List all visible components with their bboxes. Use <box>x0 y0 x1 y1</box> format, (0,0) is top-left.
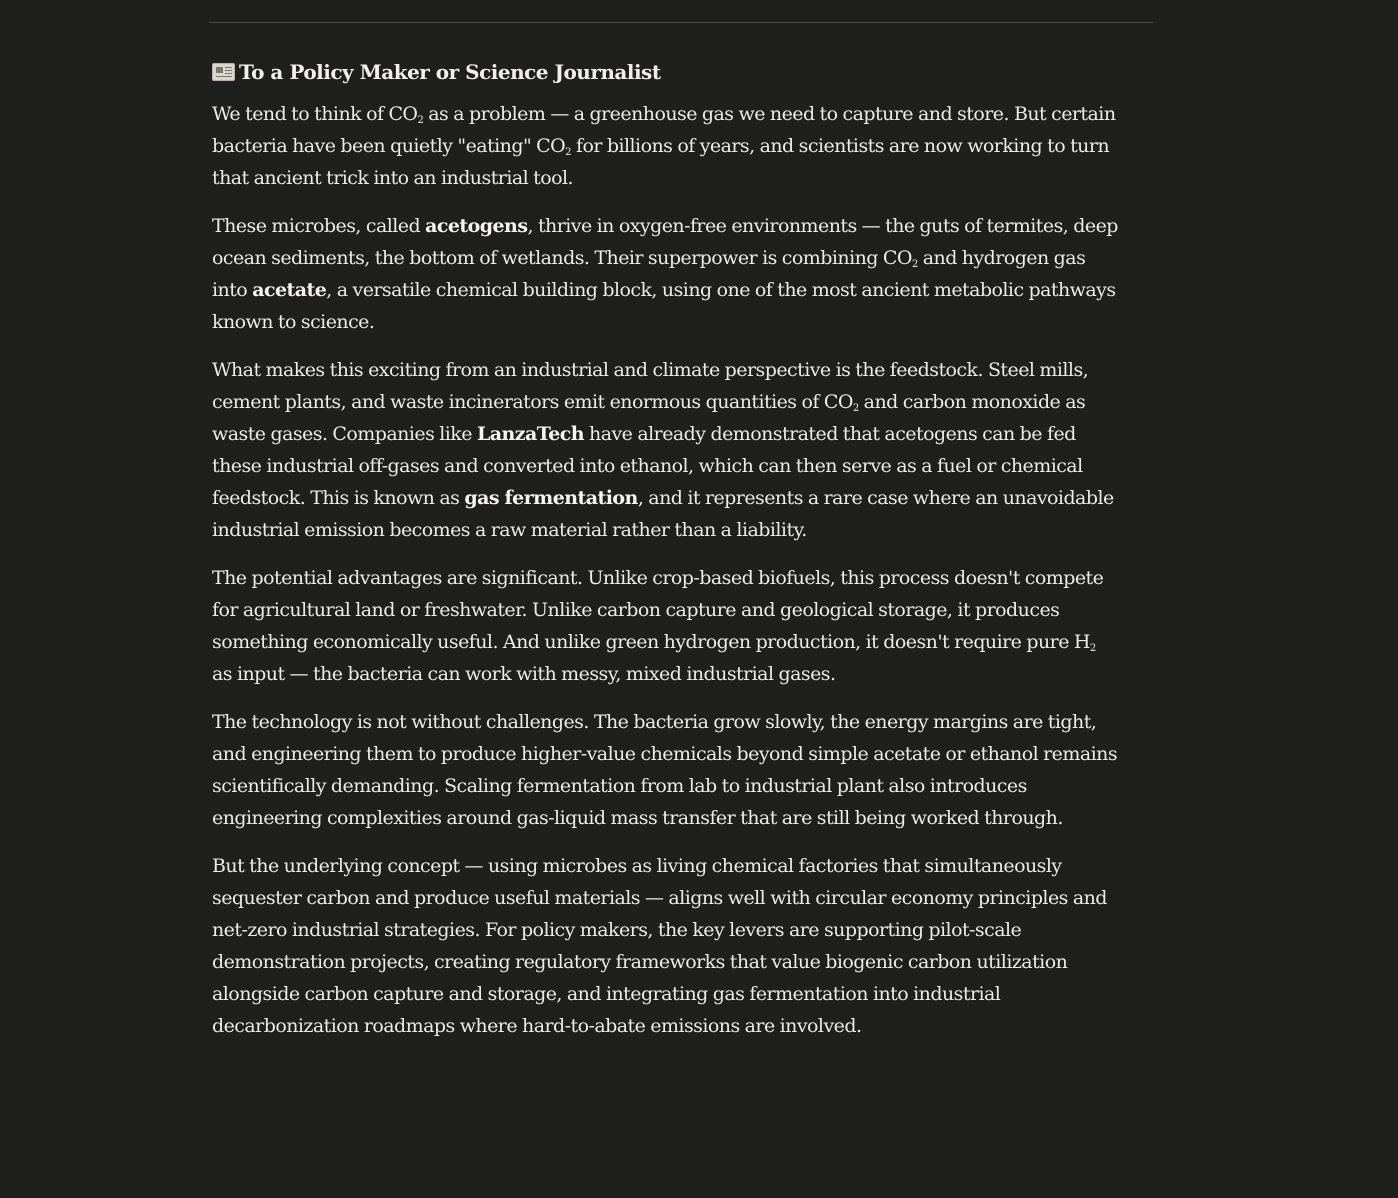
term-acetogens: acetogens <box>425 215 528 237</box>
section-heading <box>212 56 1118 88</box>
paragraph-intro: We tend to think of $CO_2$ as a problem — a greenhouse gas we need to capture and store. But certain bacteria have been quietly "eating" $CO_2$ for billions of years, and scientists are now working to turn that ancient trick into an industrial tool. <box>212 103 1116 189</box>
newspaper-icon <box>212 63 235 81</box>
paragraph-challenges: The technology is not without challenges. The bacteria grow slowly, the energy margins are tight, and engineering them to produce higher-value chemicals beyond simple acetate or ethanol remains scientifically demanding. Scaling fermentation from lab to industrial plant also introduces engineering complexities around gas-liquid mass transfer that are still being worked through. <box>212 711 1118 829</box>
section-divider <box>209 22 1153 23</box>
paragraph-advantages: The potential advantages are significant. Unlike crop-based biofuels, this process doesn't compete for agricultural land or freshwater. Unlike carbon capture and geological storage, it produces something economically useful. And unlike green hydrogen production, it doesn't require pure $H_2$ as input — the bacteria can work with messy, mixed industrial gases. <box>212 567 1104 685</box>
paragraph-acetogens: These microbes, called acetogens, thrive in oxygen-free environments — the guts of termites, deep ocean sediments, the bottom of wetlands. Their superpower is combining $CO_2$ and hydrogen gas into acetate, a versatile chemical building block, using one of the most ancient metabolic pathways known to science. <box>212 215 1118 333</box>
term-gas-fermentation: gas fermentation <box>464 487 638 509</box>
paragraph-conclusion: But the underlying concept — using microbes as living chemical factories that simultaneously sequester carbon and produce useful materials — aligns well with circular economy principles and net-zero industrial strategies. For policy makers, the key levers are supporting pilot-scale demonstration projects, creating regulatory frameworks that value biogenic carbon utilization alongside carbon capture and storage, and integrating gas fermentation into industrial decarbonization roadmaps where hard-to-abate emissions are involved. <box>212 855 1107 1037</box>
message-content <box>212 56 1118 1058</box>
section-title: To a Policy Maker or Science Journalist <box>239 60 661 84</box>
paragraph-feedstock: What makes this exciting from an industrial and climate perspective is the feedstock. Steel mills, cement plants, and waste incinerators emit enormous quantities of $CO_2$ and carbon monoxide as waste gases. Companies like LanzaTech have already demonstrated that acetogens can be fed these industrial off-gases and converted into ethanol, which can then serve as a fuel or chemical feedstock. This is known as gas fermentation, and it represents a rare case where an unavoidable industrial emission becomes a raw material rather than a liability. <box>212 359 1114 541</box>
term-acetate: acetate <box>252 279 327 301</box>
term-lanzatech: LanzaTech <box>476 423 585 445</box>
